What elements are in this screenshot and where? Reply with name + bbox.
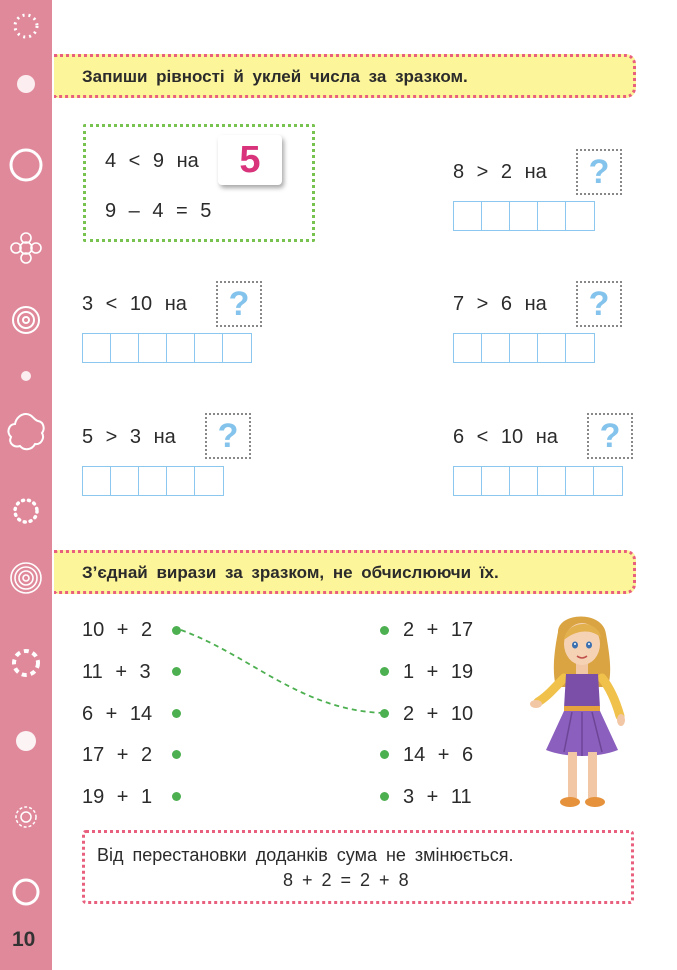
right-connect-dot[interactable]: [380, 626, 389, 635]
right-expression: 3 + 11: [403, 786, 472, 808]
task2-title: З’єднай вирази за зразком, не обчислюючи їх.: [82, 563, 499, 582]
rule-box: [82, 830, 634, 904]
right-connect-dot[interactable]: [380, 667, 389, 676]
right-connect-dot[interactable]: [380, 709, 389, 718]
left-expression: 17 + 2: [82, 744, 153, 766]
rule-text: Від перестановки доданків сума не змінюється.: [97, 845, 514, 865]
task1-title: Запиши рівності й уклей числа за зразком.: [82, 67, 468, 86]
left-expression: 11 + 3: [82, 661, 151, 683]
example-sticker-card: 5: [218, 135, 282, 185]
right-expression: 1 + 19: [403, 661, 474, 683]
item-text-8-2: 8 > 2 на: [453, 161, 547, 183]
left-expression: 19 + 1: [82, 786, 153, 808]
girl-illustration: [528, 612, 634, 816]
rule-example: 8 + 2 = 2 + 8: [283, 870, 409, 890]
sticker-slot-3-10[interactable]: ?: [216, 281, 262, 327]
sticker-slot-8-2[interactable]: ?: [576, 149, 622, 195]
right-expression: 2 + 17: [403, 619, 474, 641]
left-expression: 10 + 2: [82, 619, 153, 641]
example-equation: 9 – 4 = 5: [105, 200, 212, 222]
right-expression: 2 + 10: [403, 703, 474, 725]
item-text-3-10: 3 < 10 на: [82, 293, 187, 315]
right-connect-dot[interactable]: [380, 792, 389, 801]
item-text-5-3: 5 > 3 на: [82, 426, 176, 448]
item-text-6-10: 6 < 10 на: [453, 426, 558, 448]
item-text-7-6: 7 > 6 на: [453, 293, 547, 315]
right-connect-dot[interactable]: [380, 750, 389, 759]
sticker-slot-5-3[interactable]: ?: [205, 413, 251, 459]
left-expression: 6 + 14: [82, 703, 153, 725]
example-inequality: 4 < 9 на: [105, 150, 199, 172]
page-number: 10: [12, 928, 36, 951]
right-expression: 14 + 6: [403, 744, 474, 766]
sticker-slot-6-10[interactable]: ?: [587, 413, 633, 459]
sticker-slot-7-6[interactable]: ?: [576, 281, 622, 327]
